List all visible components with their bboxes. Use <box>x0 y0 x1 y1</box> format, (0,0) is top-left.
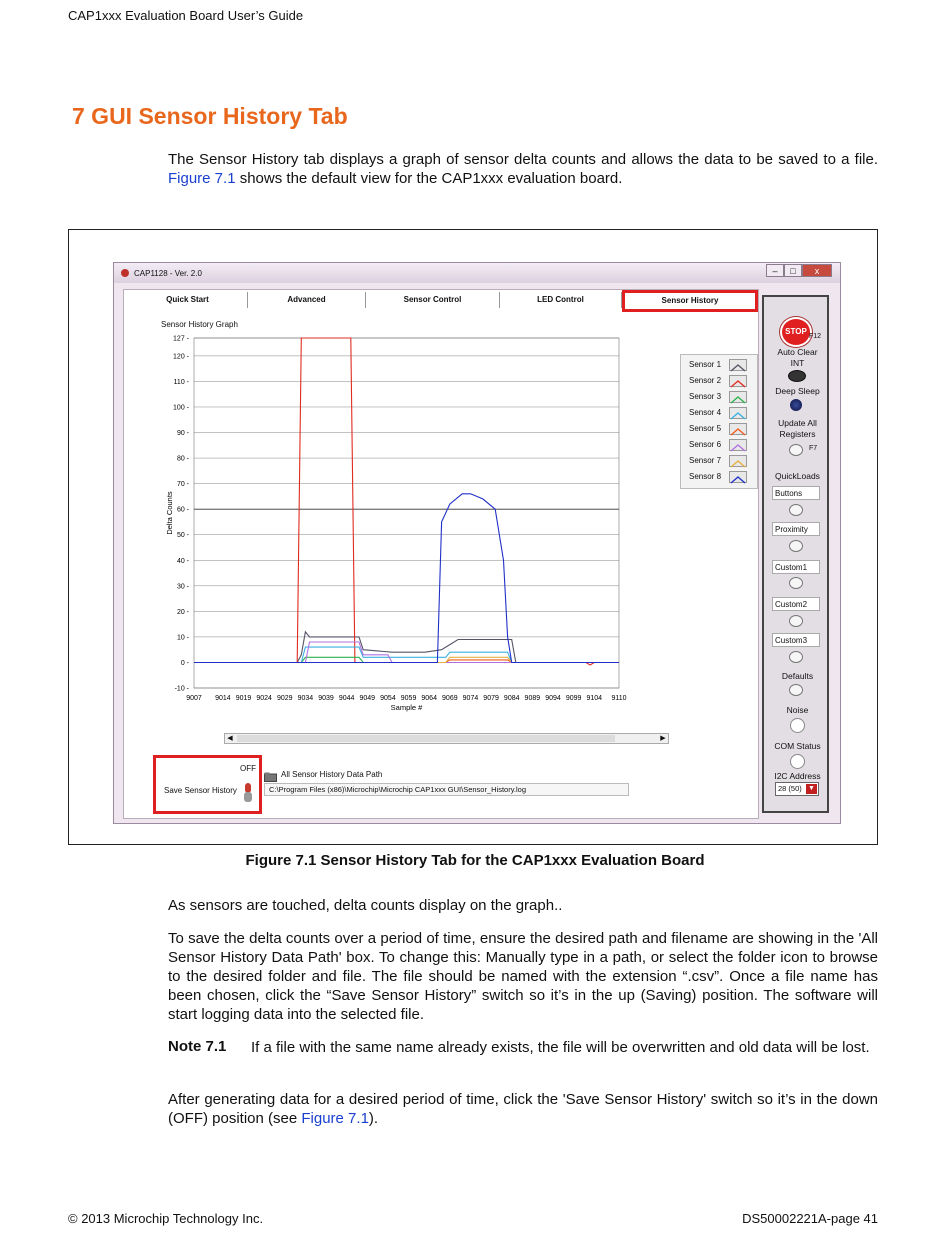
tab-led-control[interactable]: LED Control <box>500 292 622 308</box>
x-tick-label: 9074 <box>462 695 479 702</box>
update-all-label: Update All <box>778 418 817 428</box>
intro-text-2: shows the default view for the CAP1xxx evaluation board. <box>235 170 623 187</box>
section-title: 7 GUI Sensor History Tab <box>72 103 348 129</box>
deep-sleep-label: Deep Sleep <box>775 386 820 396</box>
sensor-history-chart <box>164 330 674 730</box>
stop-shortcut: F12 <box>809 333 822 340</box>
noise-indicator <box>790 718 805 733</box>
quickload-proximity-button[interactable] <box>789 540 803 552</box>
folder-icon[interactable] <box>264 769 278 779</box>
int-label: INT <box>790 358 805 368</box>
note-text: If a file with the same name already exists, the file will be overwritten and old data will be lost. <box>251 1039 870 1056</box>
x-tick-label: 9059 <box>400 695 417 702</box>
intro-paragraph <box>168 150 878 188</box>
app-logo-icon <box>121 269 129 277</box>
title-bar <box>114 263 840 283</box>
save-state-label: OFF <box>240 764 256 773</box>
figure-caption: Figure 7.1 Sensor History Tab for the CAP1xxx Evaluation Board <box>245 852 705 869</box>
y-axis-label: Delta Counts <box>165 491 174 535</box>
y-tick-label: 50 - <box>176 532 189 540</box>
quickload-custom3-button[interactable] <box>789 651 803 663</box>
registers-label: Registers <box>779 429 816 439</box>
legend-label-sensor-5: Sensor 5 <box>689 424 722 433</box>
x-tick-label: 9104 <box>586 695 603 702</box>
quickload-custom2-button[interactable] <box>789 615 803 627</box>
y-tick-label: 0 - <box>180 659 189 667</box>
tab-sensor-control[interactable]: Sensor Control <box>366 292 500 308</box>
paragraph-2: To save the delta counts over a period of time, ensure the desired path and filename are showing in the 'All Sensor History Data Path' box. To change this: Manually type in a path, or select the folder icon to browse to the desired folder and file. The file should be named with the extension “.csv”. Once a file name has been chosen, click the “Save Sensor History” switch so it’s in the up (Saving) position. The software will start logging data into the selected file. <box>168 930 878 1023</box>
quickload-buttons-button[interactable] <box>789 504 803 516</box>
path-input[interactable]: C:\Program Files (x86)\Microchip\Microchip CAP1xxx GUI\Sensor_History.log <box>264 783 629 796</box>
com-status-indicator <box>790 754 805 769</box>
quickloads-label: QuickLoads <box>775 471 820 481</box>
y-tick-label: 40 - <box>176 557 189 565</box>
minimize-button[interactable]: – <box>766 264 784 277</box>
i2c-address-label: I2C Address <box>774 771 821 781</box>
defaults-button[interactable] <box>789 684 803 696</box>
legend-icon-sensor-1[interactable] <box>729 359 747 371</box>
legend-icon-sensor-2[interactable] <box>729 375 747 387</box>
y-tick-label: 60 - <box>176 506 189 514</box>
paragraph-3-text-2: ). <box>368 1110 379 1127</box>
x-tick-label: 9034 <box>297 695 314 702</box>
com-status-label: COM Status <box>774 741 821 751</box>
x-tick-label: 9099 <box>565 695 582 702</box>
x-tick-label: 9039 <box>318 695 334 702</box>
tab-sensor-history[interactable]: Sensor History <box>622 290 758 312</box>
app-window <box>113 262 841 824</box>
legend-icon-sensor-3[interactable] <box>729 391 747 403</box>
x-axis-label: Sample # <box>390 703 423 712</box>
save-history-toggle[interactable] <box>243 782 253 804</box>
paragraph-3-text-1: After generating data for a desired period of time, click the 'Save Sensor History' switch so it’s in the down (OFF) position (see <box>168 1091 878 1127</box>
window-title: CAP1128 - Ver. 2.0 <box>134 269 202 278</box>
legend-icon-sensor-6[interactable] <box>729 439 747 451</box>
legend-icon-sensor-8[interactable] <box>729 471 747 483</box>
x-tick-label: 9029 <box>276 695 293 702</box>
legend-icon-sensor-7[interactable] <box>729 455 747 467</box>
deep-sleep-indicator[interactable] <box>790 399 802 411</box>
y-tick-label: 110 - <box>173 378 189 386</box>
legend-label-sensor-3: Sensor 3 <box>689 392 722 401</box>
auto-clear-label: Auto Clear <box>777 347 818 357</box>
stop-button[interactable]: STOP <box>780 317 812 347</box>
scroll-right-icon[interactable]: ▶ <box>660 735 666 742</box>
chevron-down-icon[interactable]: ▼ <box>806 784 817 794</box>
x-tick-label: 9044 <box>338 695 355 702</box>
y-tick-label: 20 - <box>176 608 189 616</box>
legend-label-sensor-7: Sensor 7 <box>689 456 722 465</box>
y-tick-label: -10 - <box>174 685 189 693</box>
y-tick-label: 90 - <box>176 430 189 438</box>
x-tick-label: 9079 <box>483 695 499 702</box>
y-tick-label: 80 - <box>176 455 189 463</box>
figure-link[interactable]: Figure 7.1 <box>168 170 236 187</box>
paragraph-3 <box>168 1090 878 1128</box>
legend-label-sensor-1: Sensor 1 <box>689 360 722 369</box>
x-tick-label: 9019 <box>235 695 252 702</box>
note-label: Note 7.1 <box>168 1038 227 1055</box>
legend-label-sensor-4: Sensor 4 <box>689 408 722 417</box>
graph-title: Sensor History Graph <box>161 320 238 329</box>
chart-legend <box>680 354 758 489</box>
close-button[interactable]: x <box>802 264 832 277</box>
plot-area <box>194 338 619 688</box>
legend-label-sensor-2: Sensor 2 <box>689 376 722 385</box>
footer-copyright: © 2013 Microchip Technology Inc. <box>68 1211 264 1226</box>
tab-quick-start[interactable]: Quick Start <box>128 292 248 308</box>
save-history-label: Save Sensor History <box>164 786 237 795</box>
i2c-address-value: 28 (50) <box>778 784 802 793</box>
defaults-label: Defaults <box>781 671 814 681</box>
footer-page: DS50002221A-page 41 <box>742 1211 878 1226</box>
x-tick-label: 9084 <box>503 695 520 702</box>
legend-label-sensor-8: Sensor 8 <box>689 472 722 481</box>
tab-advanced[interactable]: Advanced <box>248 292 366 308</box>
x-tick-label: 9054 <box>380 695 396 702</box>
y-tick-label: 70 - <box>176 481 189 489</box>
update-all-button[interactable] <box>789 444 803 456</box>
running-header: CAP1xxx Evaluation Board User’s Guide <box>68 8 304 23</box>
y-tick-label: 127 - <box>173 335 189 343</box>
legend-label-sensor-6: Sensor 6 <box>689 440 722 449</box>
x-tick-label: 9049 <box>359 695 376 702</box>
maximize-button[interactable]: □ <box>784 264 802 277</box>
x-tick-label: 9024 <box>256 695 272 702</box>
save-history-highlight <box>153 755 262 814</box>
paragraph-1: As sensors are touched, delta counts display on the graph.. <box>168 897 563 914</box>
tab-content <box>123 289 759 819</box>
quickload-custom2-field[interactable]: Custom2 <box>772 597 820 611</box>
y-tick-label: 100 - <box>173 404 189 412</box>
control-sidebar <box>762 295 829 813</box>
i2c-address-select[interactable] <box>775 782 819 796</box>
x-tick-label: 9094 <box>545 695 561 702</box>
scroll-left-icon[interactable]: ◀ <box>227 735 233 742</box>
scroll-thumb[interactable] <box>237 735 615 742</box>
x-tick-label: 9064 <box>421 695 437 702</box>
quickload-proximity-field[interactable]: Proximity <box>772 522 820 536</box>
legend-icon-sensor-5[interactable] <box>729 423 747 435</box>
y-tick-label: 10 - <box>176 634 189 642</box>
quickload-custom1-field[interactable]: Custom1 <box>772 560 820 574</box>
noise-label: Noise <box>786 705 809 715</box>
x-tick-label: 9089 <box>524 695 541 702</box>
x-tick-label: 9014 <box>215 695 231 702</box>
y-tick-label: 120 - <box>173 353 189 361</box>
int-indicator <box>788 370 806 382</box>
legend-icon-sensor-4[interactable] <box>729 407 747 419</box>
path-label: All Sensor History Data Path <box>281 770 383 779</box>
y-tick-label: 30 - <box>176 583 189 591</box>
chart-scrollbar[interactable] <box>224 733 669 744</box>
quickload-custom3-field[interactable]: Custom3 <box>772 633 820 647</box>
x-tick-label: 9110 <box>611 695 627 702</box>
figure-link-2[interactable]: Figure 7.1 <box>301 1110 369 1127</box>
quickload-buttons-field[interactable]: Buttons <box>772 486 820 500</box>
x-tick-label: 9069 <box>442 695 458 702</box>
quickload-custom1-button[interactable] <box>789 577 803 589</box>
update-shortcut: F7 <box>809 445 818 452</box>
intro-text-1: The Sensor History tab displays a graph of sensor delta counts and allows the data to be saved to a file. <box>168 151 878 168</box>
x-tick-label: 9007 <box>186 695 202 702</box>
